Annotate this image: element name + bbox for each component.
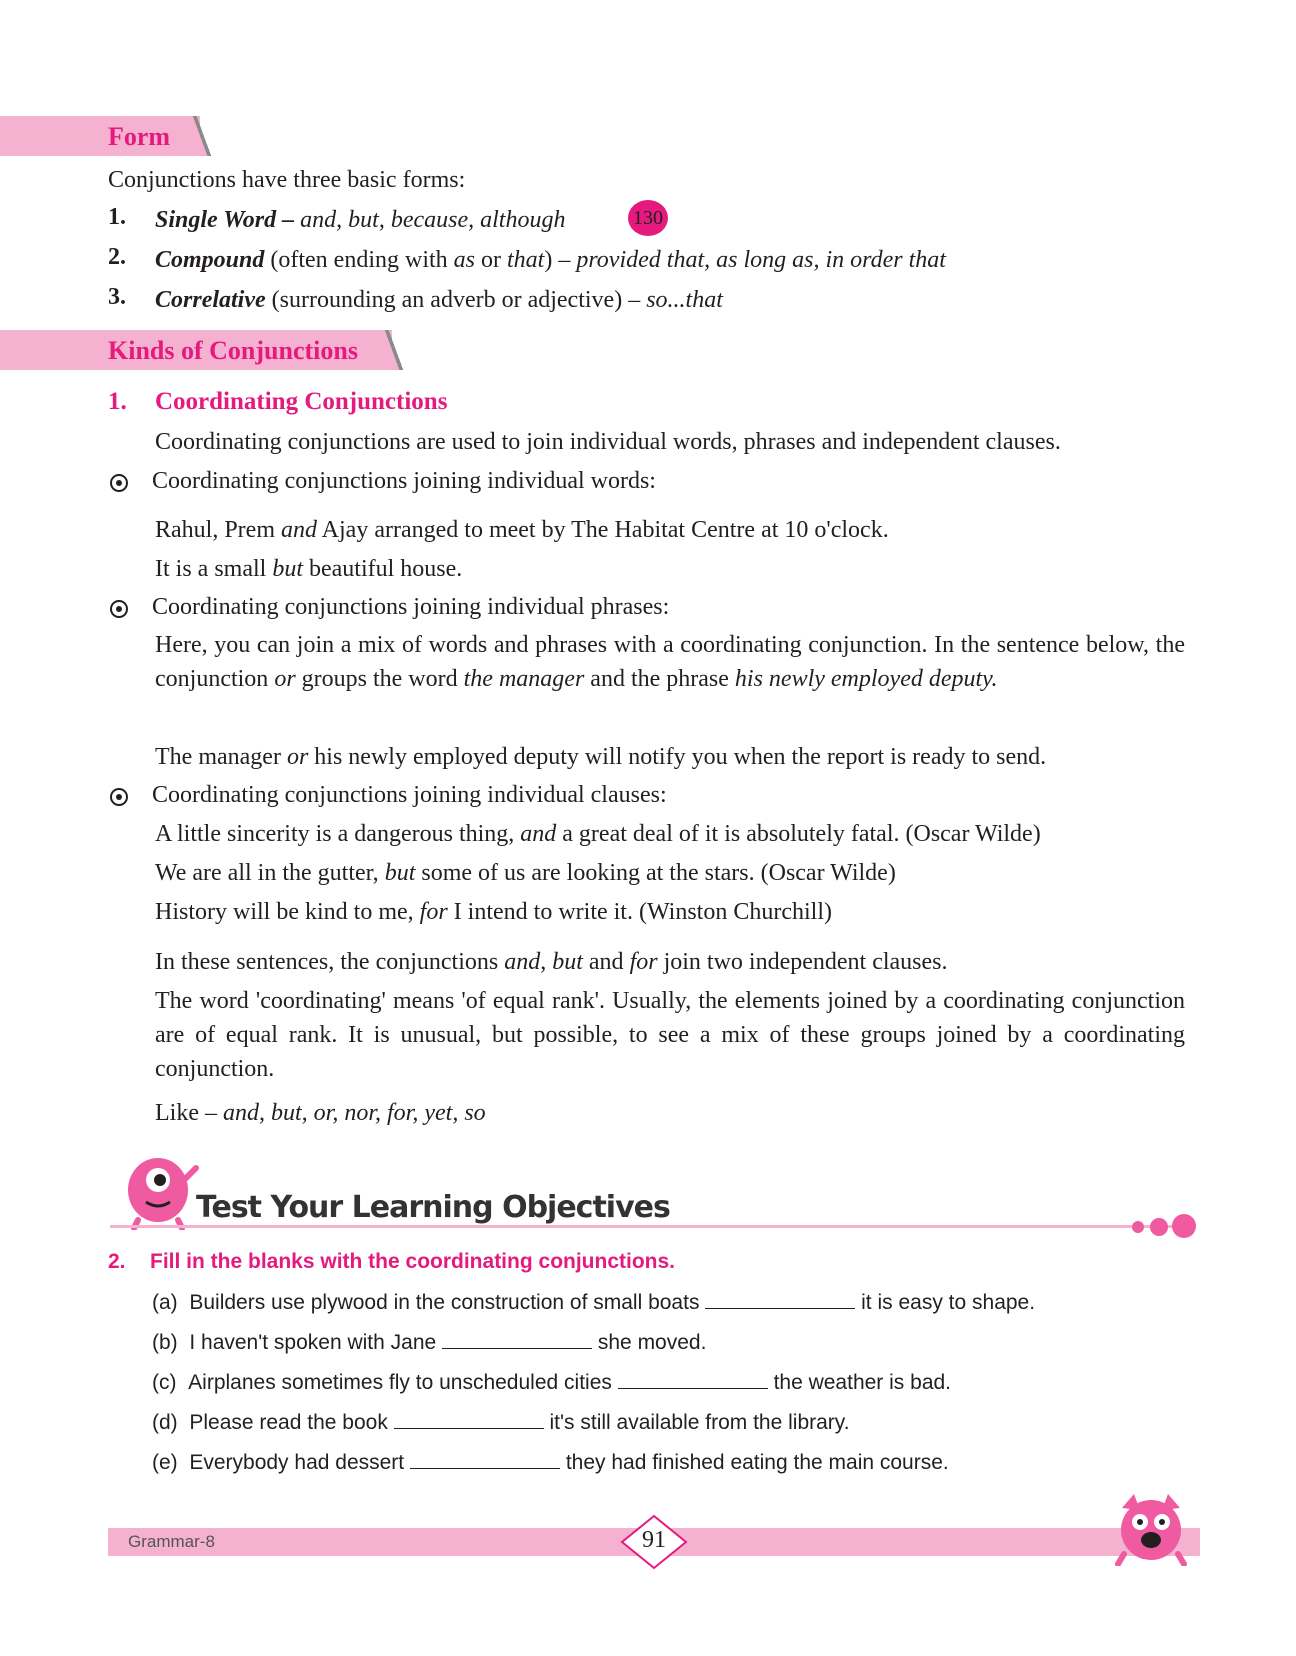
form-item-3 [155, 283, 723, 317]
s-c: join two independent clauses. [657, 949, 948, 975]
rank-explanation: The word 'coordinating' means 'of equal rank'. Usually, the elements joined by a coordinating conjunction are of equal rank. It is unusual, but possible, to see a mix of these groups joined by a coordinating conjunction. [155, 988, 1185, 1082]
we1c: Ajay arranged to meet by The Habitat Centre at 10 o'clock. [317, 517, 889, 543]
item-label: (e) [152, 1451, 178, 1474]
item-before: Everybody had dessert [189, 1451, 405, 1474]
page-ref-badge: 130 [628, 200, 668, 236]
form-item-2 [155, 243, 946, 277]
blank-field[interactable] [442, 1330, 592, 1349]
exercise-item [152, 1290, 1035, 1315]
clause-example-3 [155, 895, 832, 929]
coordinating-heading: Coordinating Conjunctions [155, 388, 448, 415]
form-heading: Form [108, 122, 171, 151]
item-label: (b) [152, 1331, 178, 1354]
item-after: she moved. [597, 1331, 707, 1354]
bullet-icon [110, 788, 128, 806]
coordinating-definition: Coordinating conjunctions are used to join individual words, phrases and independent clauses. [155, 429, 1061, 455]
monster-footer-icon [1110, 1488, 1192, 1566]
c2b: but [384, 860, 416, 886]
form-item-3-term: Correlative [155, 287, 266, 313]
pp1: Here, you can join a mix of words and phrases with a coordinating conjunction. In the sentence below, the conjunction [155, 632, 1185, 692]
form-item-2-or: or [475, 247, 508, 273]
c3a: History will be kind to me, [155, 899, 420, 925]
item-label: (d) [152, 1411, 178, 1434]
exercise-item [152, 1330, 706, 1355]
monster-mascot-icon [118, 1150, 200, 1230]
like-b: and, but, or, nor, for, yet, so [222, 1100, 486, 1126]
c1b: and [520, 821, 557, 847]
page-number: 91 [642, 1527, 666, 1553]
pp-dep: his newly employed deputy. [734, 666, 998, 692]
item-after: they had finished eating the main course. [565, 1451, 949, 1474]
form-item-3-num: 3. [108, 284, 126, 310]
form-item-3-examples: so...that [646, 287, 723, 313]
form-intro: Conjunctions have three basic forms: [108, 167, 466, 193]
we2c: beautiful house. [303, 556, 463, 582]
question-text: Fill in the blanks with the coordinating conjunctions. [150, 1250, 676, 1273]
bullet-icon [110, 474, 128, 492]
pp2: groups the word [295, 666, 464, 692]
s-for: for [629, 949, 658, 975]
form-item-2-that: that [507, 247, 545, 273]
form-item-1 [155, 203, 565, 237]
item-before: Please read the book [189, 1411, 388, 1434]
s-a: In these sentences, the conjunctions [155, 949, 505, 975]
c1a: A little sincerity is a dangerous thing, [155, 821, 521, 847]
pp3: and the phrase [584, 666, 735, 692]
coordinating-num: 1. [108, 388, 127, 415]
item-label: (c) [152, 1371, 177, 1394]
kinds-heading: Kinds of Conjunctions [108, 336, 358, 365]
item-before: Airplanes sometimes fly to unscheduled cities [188, 1371, 612, 1394]
like-a: Like – [155, 1100, 223, 1126]
clause-example-1 [155, 817, 1041, 851]
bullet-clauses: Coordinating conjunctions joining individual clauses: [152, 782, 667, 808]
decor-dot [1132, 1221, 1144, 1233]
form-item-2-dash: ) – [544, 247, 577, 273]
test-underline [110, 1225, 1190, 1228]
clauses-summary [155, 945, 948, 979]
form-item-1-term: Single Word – [155, 207, 295, 233]
exercise-item [152, 1370, 951, 1395]
c3c: I intend to write it. (Winston Churchill) [447, 899, 832, 925]
form-item-2-as: as [453, 247, 476, 273]
item-after: the weather is bad. [773, 1371, 952, 1394]
footer-book-title: Grammar-8 [128, 1532, 215, 1551]
exercise-item [152, 1410, 850, 1435]
blank-field[interactable] [705, 1290, 855, 1309]
form-item-1-num: 1. [108, 204, 126, 230]
s-and2: and [582, 949, 630, 975]
form-item-2-paren: (often ending with [264, 247, 454, 273]
bullet-phrases: Coordinating conjunctions joining individual phrases: [152, 594, 670, 620]
form-item-2-term: Compound [155, 247, 265, 273]
decor-dot [1172, 1214, 1196, 1238]
we1b: and [281, 517, 317, 543]
c3b: for [419, 899, 448, 925]
item-after: it's still available from the library. [549, 1411, 850, 1434]
s-comma: , [540, 949, 553, 975]
we1a: Rahul, Prem [155, 517, 281, 543]
pe-b: or [286, 744, 309, 770]
bullet-words: Coordinating conjunctions joining individual words: [152, 468, 656, 494]
phrases-explanation [155, 628, 1185, 696]
like-list [155, 1096, 486, 1130]
s-but: but [552, 949, 583, 975]
c2a: We are all in the gutter, [155, 860, 385, 886]
question-num: 2. [108, 1250, 126, 1273]
blank-field[interactable] [410, 1450, 560, 1469]
clause-example-2 [155, 856, 896, 890]
words-example-2 [155, 552, 462, 586]
form-item-2-num: 2. [108, 244, 126, 270]
pp-or: or [274, 666, 296, 692]
form-item-1-examples: and, but, because, although [294, 207, 566, 233]
item-before: Builders use plywood in the construction of small boats [189, 1291, 700, 1314]
blank-field[interactable] [394, 1410, 544, 1429]
item-label: (a) [152, 1291, 178, 1314]
pe-a: The manager [155, 744, 287, 770]
form-item-3-paren: (surrounding an adverb or adjective) – [265, 287, 647, 313]
we2a: It is a small [155, 556, 273, 582]
item-after: it is easy to shape. [861, 1291, 1036, 1314]
bullet-icon [110, 600, 128, 618]
c1c: a great deal of it is absolutely fatal. (Oscar Wilde) [556, 821, 1041, 847]
c2c: some of us are looking at the stars. (Oscar Wilde) [415, 860, 896, 886]
test-title: Test Your Learning Objectives [196, 1190, 670, 1225]
exercise-item [152, 1450, 949, 1475]
pe-c: his newly employed deputy will notify you when the report is ready to send. [308, 744, 1047, 770]
we2b: but [272, 556, 303, 582]
form-item-2-examples: provided that, as long as, in order that [576, 247, 946, 273]
words-example-1 [155, 513, 889, 547]
decor-dot [1150, 1218, 1168, 1236]
pp-mgr: the manager [463, 666, 585, 692]
phrases-example [155, 740, 1046, 774]
blank-field[interactable] [618, 1370, 768, 1389]
s-and: and [504, 949, 541, 975]
item-before: I haven't spoken with Jane [189, 1331, 437, 1354]
